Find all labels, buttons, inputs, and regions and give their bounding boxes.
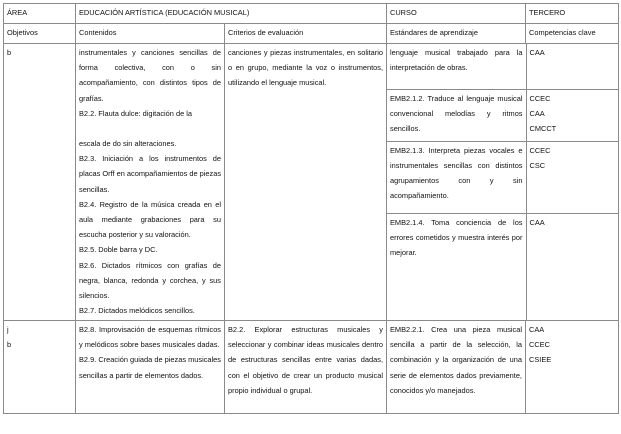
estandar-text: EMB2.1.2. Traduce al lenguaje musical convencional melodías y ritmos sencillos. (387, 89, 526, 141)
course-label-cell: CURSO (387, 4, 526, 24)
competencia-code: CCEC (529, 93, 551, 103)
estandar-row (387, 213, 619, 320)
competencias-header: Competencias clave (526, 24, 619, 44)
competencia-cell (526, 141, 619, 213)
competencia-cell (526, 44, 619, 89)
contenido-item: escala de do sin alteraciones. (79, 139, 177, 149)
contenido-item: B2.3. Iniciación a los instrumentos de placas Orff en acompañamientos de piezas sencillas. (79, 154, 222, 194)
contenido-item: B2.9. Creación guiada de piezas musicales sencillas a partir de elementos dados. (79, 355, 221, 380)
estandar-row (387, 89, 619, 141)
criterio-cell (225, 321, 387, 414)
column-header-row (4, 24, 619, 44)
contenidos-cell (76, 321, 225, 414)
contenido-item: instrumentales y canciones sencillas de forma colectiva, con o sin acompañamiento, con distintos tipos de grafías. (79, 48, 221, 103)
estandares-subtable (387, 44, 619, 320)
objetivos-header: Objetivos (4, 24, 76, 44)
contenido-item: B2.7. Dictados melódicos sencillos. (79, 306, 195, 316)
criterio-text: canciones y piezas instrumentales, en solitario o en grupo, mediante la voz o instrumentos, utilizando el lenguaje musical. (228, 48, 383, 88)
header-row (4, 4, 619, 24)
criterios-header: Criterios de evaluación (225, 24, 387, 44)
contenidos-header: Contenidos (76, 24, 225, 44)
contenido-item: B2.2. Flauta dulce: digitación de la (79, 108, 192, 118)
estandar-text: lenguaje musical trabajado para la interpretación de obras. (387, 44, 526, 89)
competencia-code: CMCCT (529, 123, 557, 133)
contenido-item: B2.6. Dictados rítmicos con grafías de negra, blanca, redonda y corchea, y sus silencios. (79, 260, 221, 301)
estandar-text: EMB2.1.3. Interpreta piezas vocales e instrumentales sencillas con distintos agrupamientos con y sin acompañamiento. (387, 141, 526, 213)
objetivo-code: j (7, 325, 9, 334)
contenido-item: B2.4. Registro de la música creada en el aula mediante grabaciones para su escucha posterior y su valoración. (79, 199, 221, 240)
competencia-code: CAA (529, 48, 545, 57)
objetivo-cell (4, 321, 76, 414)
table-row (4, 44, 619, 321)
competencia-code: CAA (529, 325, 545, 334)
objetivo-cell: b (4, 44, 76, 321)
competencia-code: CCEC (529, 145, 551, 155)
criterio-cell (225, 44, 387, 321)
competencia-code: CCEC (529, 340, 550, 350)
criterio-text: B2.2. Explorar estructuras musicales y seleccionar y combinar ideas musicales dentro de estructuras sencillas entre varias dadas, con el objetivo de crear un producto musical propio individual o grupal. (228, 325, 383, 395)
competencia-cell (526, 89, 619, 141)
estandar-row (387, 44, 619, 89)
curriculum-table (3, 3, 619, 414)
competencia-code: CAA (529, 108, 545, 118)
contenido-item: B2.5. Doble barra y DC. (79, 245, 158, 255)
contenido-item: B2.8. Improvisación de esquemas rítmicos y melódicos sobre bases musicales dadas. (79, 325, 221, 350)
competencia-code: CAA (529, 217, 545, 227)
estandar-cell (387, 321, 526, 414)
objetivo-code: b (7, 340, 12, 350)
competencia-code: CSC (529, 160, 546, 170)
estandar-text: EMB2.1.4. Toma conciencia de los errores cometidos y muestra interés por mejorar. (387, 213, 526, 320)
estandares-group (387, 44, 619, 321)
estandar-text: EMB2.2.1. Crea una pieza musical sencilla a partir de la selección, la combinación y la organización de una serie de elementos dados previamente, conocidos y/o manejados. (390, 325, 522, 395)
subject-cell: EDUCACIÓN ARTÍSTICA (EDUCACIÓN MUSICAL) (76, 4, 387, 24)
estandar-row (387, 141, 619, 213)
area-cell: ÁREA (4, 4, 76, 24)
competencia-cell (526, 321, 619, 414)
table-row (4, 321, 619, 414)
estandares-header: Estándares de aprendizaje (387, 24, 526, 44)
competencia-cell (526, 213, 619, 320)
contenidos-cell (76, 44, 225, 321)
competencia-code: CSIEE (529, 355, 552, 365)
course-value-cell: TERCERO (526, 4, 619, 24)
